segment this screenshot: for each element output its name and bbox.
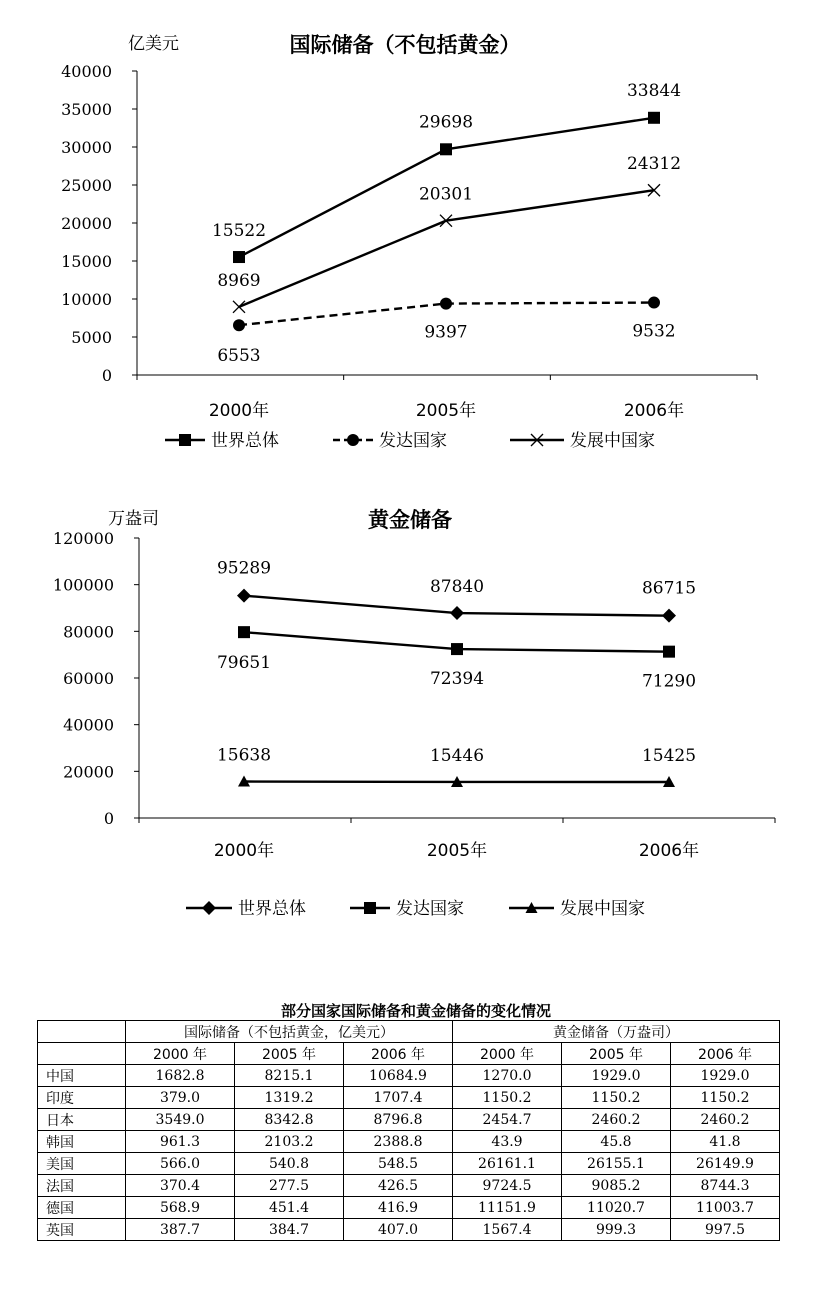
group-header-international: 国际储备（不包括黄金，亿美元）	[126, 1021, 453, 1043]
y-tick-label: 40000	[61, 62, 112, 81]
table-title: 部分国家国际储备和黄金储备的变化情况	[280, 1002, 551, 1020]
value-cell: 451.4	[235, 1197, 344, 1219]
y-tick-label: 0	[101, 366, 112, 385]
value-cell: 26149.9	[671, 1153, 780, 1175]
reserves-table	[37, 1020, 780, 1241]
x-tick-label: 2006年	[638, 841, 700, 861]
data-label: 33844	[626, 80, 682, 101]
table-row	[38, 1197, 780, 1219]
y-tick-label: 25000	[61, 176, 112, 195]
value-cell: 2454.7	[453, 1109, 562, 1131]
table-row	[38, 1109, 780, 1131]
country-cell: 美国	[38, 1153, 126, 1175]
data-label: 8969	[217, 270, 261, 291]
value-cell: 387.7	[126, 1219, 235, 1241]
value-cell: 379.0	[126, 1087, 235, 1109]
data-label: 20301	[418, 184, 474, 205]
y-tick-label: 60000	[63, 669, 114, 688]
data-point	[648, 297, 660, 309]
data-label: 87840	[429, 577, 485, 598]
data-point	[233, 301, 245, 313]
value-cell: 3549.0	[126, 1109, 235, 1131]
legend-label: 世界总体	[238, 899, 306, 919]
table-row	[38, 1087, 780, 1109]
y-tick-label: 40000	[63, 715, 114, 735]
value-cell: 45.8	[562, 1131, 671, 1153]
x-tick-label: 2005年	[415, 401, 477, 421]
x-tick-label: 2000年	[213, 841, 275, 861]
value-cell: 961.3	[126, 1131, 235, 1153]
value-cell: 11003.7	[671, 1197, 780, 1219]
value-cell: 26155.1	[562, 1153, 671, 1175]
y-tick-label: 0	[103, 809, 114, 828]
value-cell: 1319.2	[235, 1087, 344, 1109]
table-year-row	[38, 1043, 780, 1065]
data-label: 15522	[211, 221, 267, 242]
y-tick-label: 120000	[52, 529, 114, 548]
value-cell: 8744.3	[671, 1175, 780, 1197]
data-label: 9532	[632, 321, 676, 342]
value-cell: 10684.9	[344, 1065, 453, 1087]
x-tick-label: 2000年	[208, 401, 270, 421]
value-cell: 1929.0	[562, 1065, 671, 1087]
value-cell: 1567.4	[453, 1219, 562, 1241]
data-point	[237, 589, 251, 603]
legend-label: 发达国家	[396, 899, 464, 919]
table-year-corner-cell	[38, 1043, 126, 1065]
year-header: 2005 年	[562, 1043, 671, 1065]
legend-marker	[347, 434, 359, 446]
value-cell: 1929.0	[671, 1065, 780, 1087]
value-cell: 568.9	[126, 1197, 235, 1219]
data-label: 79651	[216, 653, 272, 674]
data-label: 72394	[429, 669, 485, 690]
data-point	[440, 143, 452, 155]
legend-marker	[202, 901, 216, 915]
data-point	[440, 298, 452, 310]
value-cell: 566.0	[126, 1153, 235, 1175]
x-tick-label: 2006年	[623, 401, 685, 421]
value-cell: 2460.2	[671, 1109, 780, 1131]
y-tick-label: 10000	[61, 290, 112, 309]
data-label: 95289	[216, 558, 272, 579]
data-point	[451, 643, 463, 655]
value-cell: 426.5	[344, 1175, 453, 1197]
data-point	[450, 606, 464, 620]
year-header: 2000 年	[126, 1043, 235, 1065]
data-label: 6553	[217, 346, 261, 367]
y-tick-label: 15000	[61, 252, 112, 271]
country-cell: 德国	[38, 1197, 126, 1219]
value-cell: 277.5	[235, 1175, 344, 1197]
table-body	[38, 1065, 780, 1241]
gold-reserves-chart	[0, 495, 832, 945]
value-cell: 370.4	[126, 1175, 235, 1197]
data-point	[648, 112, 660, 124]
value-cell: 2103.2	[235, 1131, 344, 1153]
y-tick-label: 5000	[71, 328, 112, 347]
value-cell: 1150.2	[562, 1087, 671, 1109]
value-cell: 9724.5	[453, 1175, 562, 1197]
data-point	[238, 626, 250, 638]
chart-title: 国际储备（不包括黄金）	[289, 33, 521, 57]
international-reserves-chart	[0, 0, 832, 470]
y-axis-unit-label: 万盎司	[108, 509, 159, 529]
data-label: 9397	[424, 322, 468, 343]
table-row	[38, 1065, 780, 1087]
data-point	[662, 609, 676, 623]
legend-label: 世界总体	[211, 431, 279, 451]
value-cell: 1682.8	[126, 1065, 235, 1087]
year-header: 2000 年	[453, 1043, 562, 1065]
value-cell: 384.7	[235, 1219, 344, 1241]
data-point	[233, 319, 245, 331]
data-point	[233, 251, 245, 263]
legend-marker	[364, 902, 376, 914]
value-cell: 8215.1	[235, 1065, 344, 1087]
value-cell: 407.0	[344, 1219, 453, 1241]
data-label: 15446	[429, 745, 485, 766]
data-point	[663, 646, 675, 658]
table-row	[38, 1153, 780, 1175]
table-corner-cell	[38, 1021, 126, 1043]
value-cell: 43.9	[453, 1131, 562, 1153]
country-cell: 英国	[38, 1219, 126, 1241]
country-cell: 日本	[38, 1109, 126, 1131]
y-tick-label: 30000	[61, 138, 112, 157]
value-cell: 1270.0	[453, 1065, 562, 1087]
value-cell: 8342.8	[235, 1109, 344, 1131]
data-label: 24312	[626, 154, 682, 175]
table-row	[38, 1175, 780, 1197]
legend-label: 发展中国家	[560, 899, 645, 919]
y-tick-label: 20000	[61, 214, 112, 233]
y-tick-label: 80000	[63, 622, 114, 642]
country-cell: 中国	[38, 1065, 126, 1087]
value-cell: 11020.7	[562, 1197, 671, 1219]
table-row	[38, 1219, 780, 1241]
legend-marker	[179, 434, 191, 446]
value-cell: 540.8	[235, 1153, 344, 1175]
value-cell: 1707.4	[344, 1087, 453, 1109]
data-label: 29698	[418, 112, 474, 133]
table-row	[38, 1131, 780, 1153]
value-cell: 2460.2	[562, 1109, 671, 1131]
year-header: 2006 年	[671, 1043, 780, 1065]
group-header-gold: 黄金储备（万盎司）	[453, 1021, 780, 1043]
value-cell: 9085.2	[562, 1175, 671, 1197]
year-header: 2005 年	[235, 1043, 344, 1065]
country-cell: 韩国	[38, 1131, 126, 1153]
value-cell: 2388.8	[344, 1131, 453, 1153]
country-cell: 印度	[38, 1087, 126, 1109]
value-cell: 999.3	[562, 1219, 671, 1241]
value-cell: 11151.9	[453, 1197, 562, 1219]
data-label: 15638	[216, 745, 272, 766]
data-label: 15425	[641, 746, 697, 767]
series-line-2	[239, 190, 654, 307]
y-axis-unit-label: 亿美元	[128, 34, 179, 54]
legend-label: 发展中国家	[570, 431, 655, 451]
year-header: 2006 年	[344, 1043, 453, 1065]
y-tick-label: 100000	[52, 575, 114, 595]
data-label: 86715	[641, 578, 697, 599]
data-label: 71290	[641, 671, 697, 692]
y-tick-label: 20000	[63, 762, 114, 782]
value-cell: 1150.2	[671, 1087, 780, 1109]
value-cell: 26161.1	[453, 1153, 562, 1175]
value-cell: 8796.8	[344, 1109, 453, 1131]
chart-title: 黄金储备	[368, 508, 452, 532]
value-cell: 41.8	[671, 1131, 780, 1153]
x-tick-label: 2005年	[426, 841, 488, 861]
country-cell: 法国	[38, 1175, 126, 1197]
y-tick-label: 35000	[61, 100, 112, 119]
value-cell: 997.5	[671, 1219, 780, 1241]
value-cell: 416.9	[344, 1197, 453, 1219]
legend-label: 发达国家	[379, 431, 447, 451]
value-cell: 1150.2	[453, 1087, 562, 1109]
value-cell: 548.5	[344, 1153, 453, 1175]
table-group-header-row	[38, 1021, 780, 1043]
